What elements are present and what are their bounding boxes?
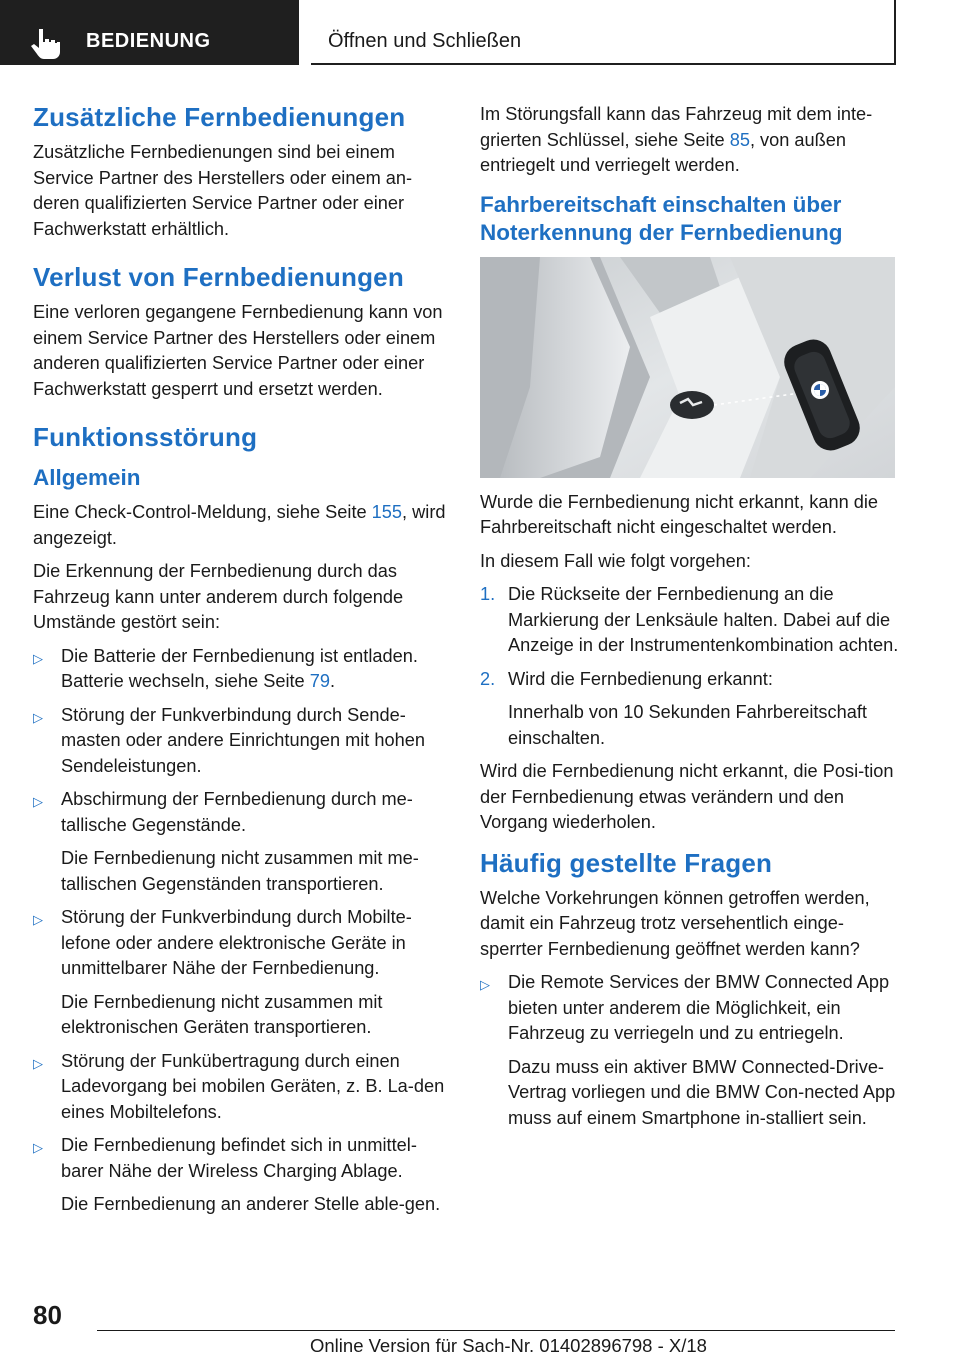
triangle-bullet-icon: ▷: [480, 977, 490, 992]
paragraph-check-control: [33, 500, 451, 551]
list-item: [33, 703, 451, 780]
list-item: [33, 1133, 451, 1184]
page-number: 80: [33, 1300, 62, 1330]
page-link-79[interactable]: 79: [309, 671, 330, 691]
paragraph-fragen: Welche Vorkehrungen können getroffen werden, damit ein Fahrzeug trotz versehentlich einge-sperrter Fernbedienung geöffnet werden kann?: [480, 887, 870, 959]
list-item-subtext: Die Fernbedienung nicht zusammen mit me-tallischen Gegenständen transportieren.: [61, 848, 419, 894]
footer-divider: [97, 1330, 895, 1331]
right-column: [480, 102, 900, 1139]
paragraph-verlust: Eine verloren gegangene Fernbedienung kann von einem Service Partner des Herstellers oder einem anderen qualifizierten Service Partner oder einer Fachwerkstatt gesperrt und ersetzt werden.: [33, 302, 443, 399]
header-section-label: BEDIENUNG: [86, 30, 211, 52]
list-item-text: Die Remote Services der BMW Connected App bieten unter anderem die Möglichkeit, ein Fahrzeug zu verriegeln und zu entriegeln.: [508, 972, 890, 1043]
paragraph-stoerungsfall-text-end: , von außen entriegelt und verriegelt werden.: [480, 129, 847, 175]
paragraph-check-control-text: Eine Check-Control-Meldung, siehe Seite: [33, 502, 372, 522]
list-item-text: Störung der Funkübertragung durch einen Ladevorgang bei mobilen Geräten, z. B. La-den eines Mobiltelefons.: [61, 1050, 445, 1122]
step-text: Die Rückseite der Fernbedienung an die Markierung der Lenksäule halten. Dabei auf die Anzeige in der Instrumentenkombination achten.: [508, 584, 899, 655]
pointing-hand-icon: [30, 26, 64, 60]
list-item-subtext: Dazu muss ein aktiver BMW Connected-Drive-Vertrag vorliegen und die BMW Con-nected App muss auf einem Smartphone in-stalliert sein.: [508, 1056, 896, 1128]
paragraph-vorgehen: In diesem Fall wie folgt vorgehen:: [480, 550, 751, 571]
list-item-text: Abschirmung der Fernbedienung durch me-tallische Gegenstände.: [61, 789, 413, 835]
list-item-text: Die Fernbedienung befindet sich in unmittel-barer Nähe der Wireless Charging Ablage.: [61, 1135, 417, 1181]
numbered-item: [480, 667, 900, 693]
paragraph-stoerungsfall: [480, 102, 900, 179]
step-text: Wird die Fernbedienung erkannt:: [508, 668, 773, 689]
numbered-item: [480, 582, 900, 659]
triangle-bullet-icon: ▷: [33, 709, 43, 725]
heading-zusaetzliche-fernbedienungen: Zusätzliche Fernbedienungen: [33, 102, 406, 132]
list-item-text: Störung der Funkverbindung durch Sende-masten oder andere Einrichtungen mit hohen Sendeleistungen.: [61, 704, 425, 776]
triangle-bullet-icon: ▷: [33, 794, 43, 809]
list-item-text: Störung der Funkverbindung durch Mobilte-lefone oder andere elektronische Geräte in unmittelbarer Nähe der Fernbedienung.: [61, 907, 412, 978]
list-item: [33, 1049, 451, 1126]
footer-text: Online Version für Sach-Nr. 01402896798 - X/18: [310, 1335, 707, 1356]
triangle-bullet-icon: ▷: [33, 1140, 43, 1155]
header-title-box: [311, 0, 896, 65]
heading-fahrbereitschaft: Fahrbereitschaft einschalten über Noterkennung der Fernbedienung: [480, 191, 843, 245]
paragraph-position: Wird die Fernbedienung nicht erkannt, die Posi-tion der Fernbedienung etwas verändern und den Vorgang wiederholen.: [480, 761, 894, 832]
paragraph-check-control-text-end: , wird angezeigt.: [33, 502, 446, 548]
heading-haeufige-fragen: Häufig gestellte Fragen: [480, 847, 773, 878]
header-title: Öffnen und Schließen: [328, 30, 522, 52]
paragraph-stoerungsfall-text: Im Störungsfall kann das Fahrzeug mit dem inte-grierten Schlüssel, siehe Seite: [480, 104, 873, 150]
list-item: [33, 787, 451, 838]
paragraph-erkennung: Die Erkennung der Fernbedienung durch das Fahrzeug kann unter anderem durch folgende Umstände gestört sein:: [33, 561, 404, 632]
paragraph-nicht-erkannt: Wurde die Fernbedienung nicht erkannt, kann die Fahrbereitschaft nicht eingeschaltet werden.: [480, 491, 879, 537]
list-item-subtext: Die Fernbedienung nicht zusammen mit elektronischen Geräten transportieren.: [61, 991, 383, 1037]
page-link-155[interactable]: 155: [371, 502, 403, 522]
list-item-text: [61, 644, 451, 695]
list-item-subtext: Die Fernbedienung an anderer Stelle able-gen.: [61, 1194, 441, 1214]
paragraph-zusaetzliche: Zusätzliche Fernbedienungen sind bei einem Service Partner des Herstellers oder einem an-deren qualifizierten Service Partner oder einer Fachwerkstatt erhältlich.: [33, 142, 413, 239]
step-subtext: Innerhalb von 10 Sekunden Fahrbereitschaft einschalten.: [508, 702, 867, 748]
list-item-text-end: .: [329, 671, 335, 691]
triangle-bullet-icon: ▷: [33, 1055, 43, 1071]
step-number: 2.: [480, 668, 496, 689]
header-section-tab: [0, 0, 299, 65]
step-number: 1.: [480, 584, 496, 604]
page-link-85[interactable]: 85: [729, 129, 750, 150]
list-item-text-part: Die Batterie der Fernbedienung ist entladen. Batterie wechseln, siehe Seite: [61, 645, 418, 691]
list-item: [33, 905, 451, 982]
heading-verlust: Verlust von Fernbedienungen: [33, 262, 404, 292]
list-item: [480, 970, 900, 1047]
list-item: [33, 644, 451, 695]
heading-allgemein: Allgemein: [33, 465, 141, 490]
steering-column-key-illustration: [480, 257, 895, 478]
heading-funktionsstoerung: Funktionsstörung: [33, 422, 258, 452]
triangle-bullet-icon: ▷: [33, 650, 43, 666]
left-column: [33, 102, 451, 1226]
triangle-bullet-icon: ▷: [33, 912, 43, 927]
